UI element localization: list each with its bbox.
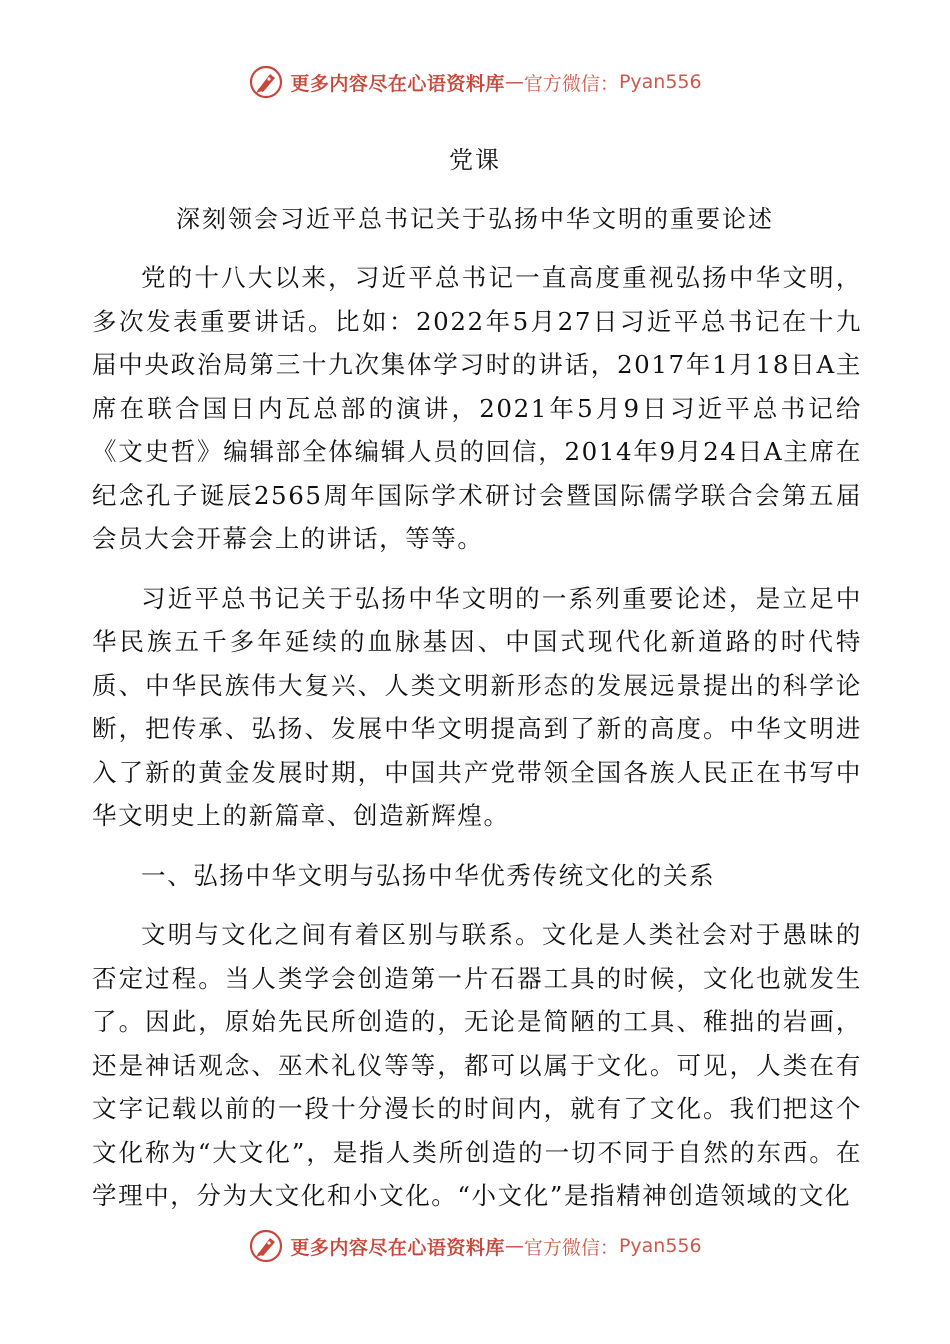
- header-brand-text: 更多内容尽在心语资料库: [290, 72, 505, 95]
- header-official-label: 官方微信：: [523, 72, 619, 95]
- pen-nib-logo-icon: [248, 64, 284, 100]
- document-body: [92, 256, 862, 1234]
- paragraph: 党的十八大以来，习近平总书记一直高度重视弘扬中华文明，多次发表重要讲话。比如：2022年5月27日习近平总书记在十九届中央政治局第三十九次集体学习时的讲话，2017年1月18日A主席在联合国日内瓦总部的演讲，2021年5月9日习近平总书记给《文史哲》编辑部全体编辑人员的回信，2014年9月24日A主席在纪念孔子诞辰2565周年国际学术研讨会暨国际儒学联合会第五届会员大会开幕会上的讲话，等等。: [92, 263, 862, 553]
- section-heading: 一、弘扬中华文明与弘扬中华优秀传统文化的关系: [141, 860, 716, 890]
- pen-nib-logo-icon: [248, 1228, 284, 1264]
- footer-official-label: 官方微信：: [523, 1236, 619, 1259]
- paragraph: 习近平总书记关于弘扬中华文明的一系列重要论述，是立足中华民族五千多年延续的血脉基因、中国式现代化新道路的时代特质、中华民族伟大复兴、人类文明新形态的发展远景提出的科学论断，把传承、弘扬、发展中华文明提高到了新的高度。中华文明进入了新的黄金发展时期，中国共产党带领全国各族人民正在书写中华文明史上的新篇章、创造新辉煌。: [92, 583, 862, 830]
- header-banner: [0, 60, 950, 104]
- header-wechat-id: Pyan556: [618, 71, 702, 93]
- page-subtitle: 深刻领会习近平总书记关于弘扬中华文明的重要论述: [176, 205, 774, 233]
- footer-wechat-id: Pyan556: [618, 1235, 702, 1257]
- footer-separator: —: [504, 1235, 524, 1257]
- paragraph: 文明与文化之间有着区别与联系。文化是人类社会对于愚昧的否定过程。当人类学会创造第一片石器工具的时候，文化也就发生了。因此，原始先民所创造的，无论是简陋的工具、稚拙的岩画，还是神话观念、巫术礼仪等等，都可以属于文化。可见，人类在有文字记载以前的一段十分漫长的时间内，就有了文化。我们把这个文化称为“大文化”，是指人类所创造的一切不同于自然的东西。在学理中，分为大文化和小文化。“小文化”是指精神创造领域的文化: [92, 920, 862, 1210]
- footer-banner: [0, 1224, 950, 1268]
- header-separator: —: [504, 71, 524, 93]
- page-title: 党课: [449, 146, 501, 174]
- footer-brand-text: 更多内容尽在心语资料库: [290, 1236, 505, 1259]
